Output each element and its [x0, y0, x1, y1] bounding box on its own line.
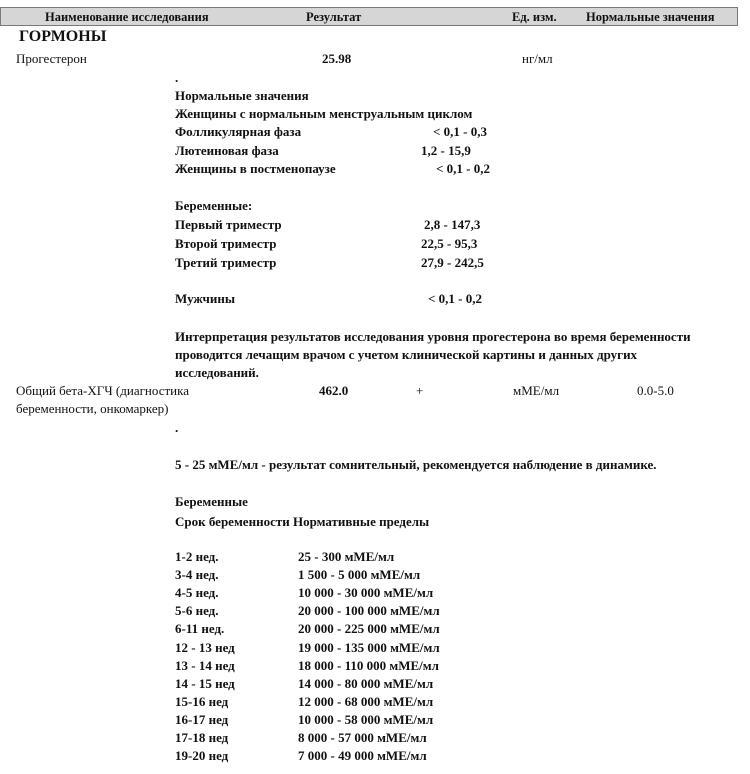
trimester1-label: Первый триместр [175, 217, 282, 232]
progesterone-ref-title: Нормальные значения [175, 88, 309, 103]
hcg-term: 6-11 нед. [175, 621, 225, 636]
hcg-term: 5-6 нед. [175, 603, 219, 618]
hcg-term: 15-16 нед [175, 694, 229, 709]
men-label: Мужчины [175, 291, 235, 306]
hcg-norm: 0.0-5.0 [637, 383, 674, 398]
hcg-term: 12 - 13 нед [175, 640, 235, 655]
progesterone-women-cycle: Женщины с нормальным менструальным циклом [175, 106, 473, 121]
trimester2-label: Второй триместр [175, 236, 277, 251]
hcg-term: 4-5 нед. [175, 585, 219, 600]
luteal-value: 1,2 - 15,9 [421, 143, 471, 158]
hcg-term: 14 - 15 нед [175, 676, 235, 691]
hcg-name-line2: беременности, онкомаркер) [16, 401, 169, 416]
hcg-pregnant-title: Беременные [175, 494, 248, 509]
header-col-unit: Ед. изм. [512, 10, 557, 24]
hcg-range: 20 000 - 100 000 мМЕ/мл [298, 603, 440, 618]
hcg-range: 7 000 - 49 000 мМЕ/мл [298, 748, 427, 763]
hcg-term: 1-2 нед. [175, 549, 219, 564]
trimester1-value: 2,8 - 147,3 [424, 217, 481, 232]
trimester3-label: Третий триместр [175, 255, 277, 270]
table-header [0, 7, 738, 26]
hcg-range: 20 000 - 225 000 мМЕ/мл [298, 621, 440, 636]
hcg-dot: . [175, 420, 179, 435]
hcg-term: 19-20 нед [175, 748, 229, 763]
hcg-range: 14 000 - 80 000 мМЕ/мл [298, 676, 434, 691]
hcg-range: 18 000 - 110 000 мМЕ/мл [298, 658, 439, 673]
follicular-value: < 0,1 - 0,3 [433, 124, 487, 139]
hcg-name-line1: Общий бета-ХГЧ (диагностика [16, 383, 190, 398]
hcg-range: 12 000 - 68 000 мМЕ/мл [298, 694, 434, 709]
progesterone-name: Прогестерон [16, 51, 87, 66]
postmeno-label: Женщины в постменопаузе [175, 161, 336, 176]
hcg-table-header: Срок беременности Нормативные пределы [175, 514, 430, 529]
luteal-label: Лютеиновая фаза [175, 143, 279, 158]
section-title: ГОРМОНЫ [19, 28, 107, 45]
hcg-result: 462.0 [319, 383, 349, 398]
progesterone-dot: . [175, 70, 179, 85]
men-value: < 0,1 - 0,2 [428, 291, 482, 306]
header-col-norm: Нормальные значения [586, 10, 715, 24]
trimester3-value: 27,9 - 242,5 [421, 255, 484, 270]
progesterone-interpretation: Интерпретация результатов исследования уровня прогестерона во время беременности проводится лечащим врачом с учетом клинической картины и данных других исследований. [175, 329, 691, 380]
hcg-doubtful-note: 5 - 25 мМЕ/мл - результат сомнительный, рекомендуется наблюдение в динамике. [175, 457, 657, 472]
hcg-unit: мМЕ/мл [513, 383, 560, 398]
progesterone-pregnant-title: Беременные: [175, 198, 253, 213]
hcg-term: 3-4 нед. [175, 567, 219, 582]
trimester2-value: 22,5 - 95,3 [421, 236, 478, 251]
hcg-range: 10 000 - 30 000 мМЕ/мл [298, 585, 434, 600]
follicular-label: Фолликулярная фаза [175, 124, 302, 139]
hcg-range: 10 000 - 58 000 мМЕ/мл [298, 712, 434, 727]
hcg-range: 1 500 - 5 000 мМЕ/мл [298, 567, 421, 582]
header-col-result: Результат [306, 10, 362, 24]
hcg-range: 8 000 - 57 000 мМЕ/мл [298, 730, 427, 745]
progesterone-result: 25.98 [322, 51, 352, 66]
progesterone-unit: нг/мл [522, 51, 553, 66]
hcg-range: 19 000 - 135 000 мМЕ/мл [298, 640, 440, 655]
hcg-term: 16-17 нед [175, 712, 229, 727]
hcg-flag: + [416, 383, 424, 398]
hcg-term: 17-18 нед [175, 730, 229, 745]
hcg-term: 13 - 14 нед [175, 658, 235, 673]
postmeno-value: < 0,1 - 0,2 [436, 161, 490, 176]
header-col-name: Наименование исследования [45, 10, 209, 24]
hcg-range: 25 - 300 мМЕ/мл [298, 549, 395, 564]
